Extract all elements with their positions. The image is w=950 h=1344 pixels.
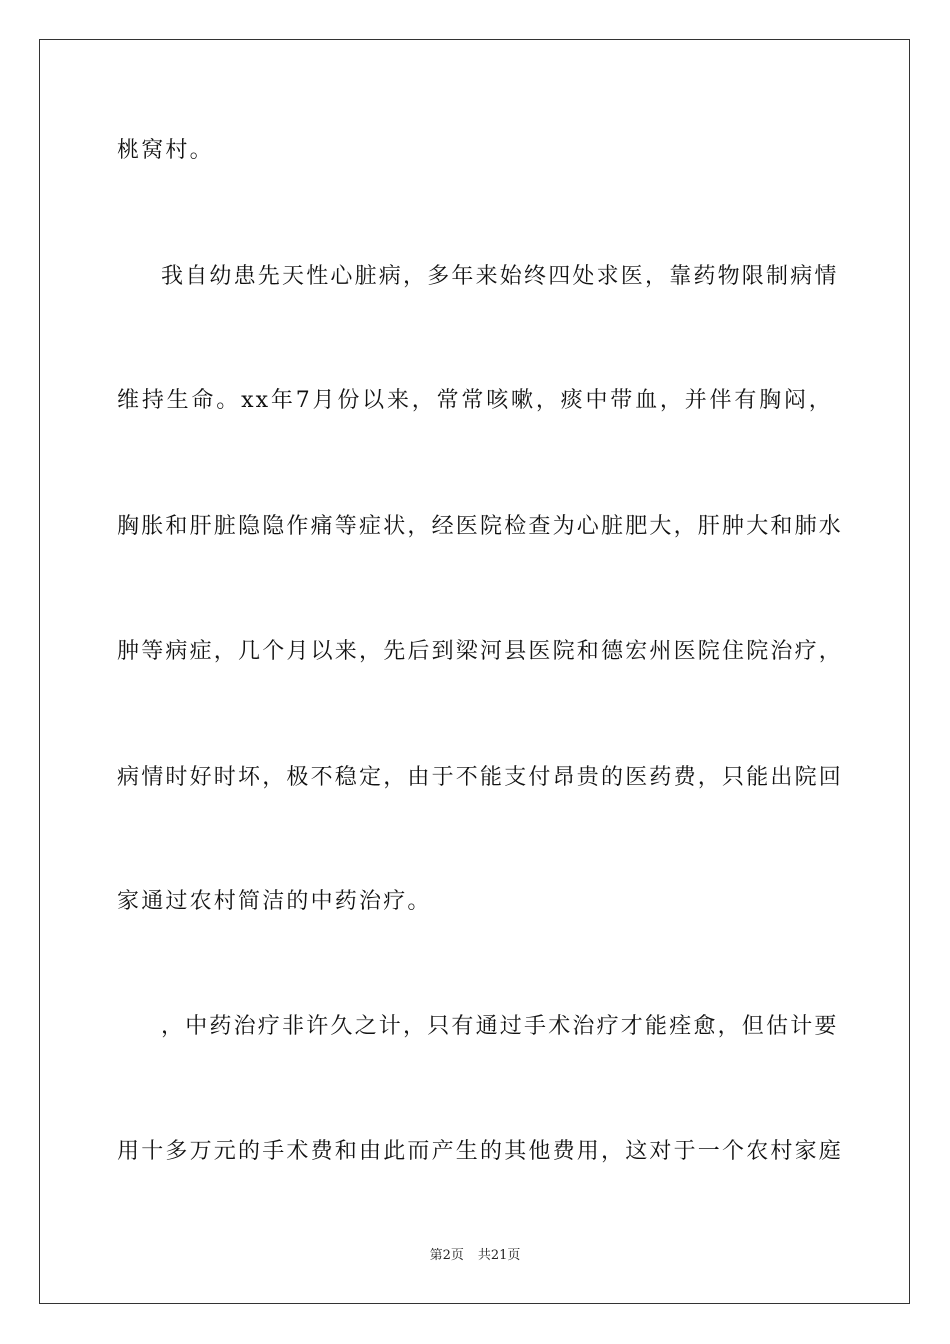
- text-line-4: 胸胀和肝脏隐隐作痛等症状，经医院检查为心脏肥大，肝肿大和肺水: [117, 514, 844, 539]
- text-line-1: 桃窝村。: [117, 138, 214, 163]
- text-line-9: 用十多万元的手术费和由此而产生的其他费用，这对于一个农村家庭: [117, 1139, 844, 1164]
- text-line-7: 家通过农村简洁的中药治疗。: [117, 889, 432, 914]
- page-footer: [0, 1247, 950, 1265]
- text-line-3: 维持生命。xx年7月份以来，常常咳嗽，痰中带血，并伴有胸闷，: [117, 388, 833, 413]
- page-number: 第2页: [429, 1248, 464, 1263]
- page-total: 共21页: [477, 1248, 521, 1263]
- text-line-5: 肿等病症，几个月以来，先后到梁河县医院和德宏州医院住院治疗，: [117, 639, 844, 664]
- text-line-8: ，中药治疗非许久之计，只有通过手术治疗才能痊愈，但估计要: [161, 1014, 839, 1039]
- text-line-6: 病情时好时坏，极不稳定，由于不能支付昂贵的医药费，只能出院回: [117, 765, 844, 790]
- page-border: [39, 39, 910, 1304]
- text-line-2: 我自幼患先天性心脏病，多年来始终四处求医，靠药物限制病情: [161, 264, 839, 289]
